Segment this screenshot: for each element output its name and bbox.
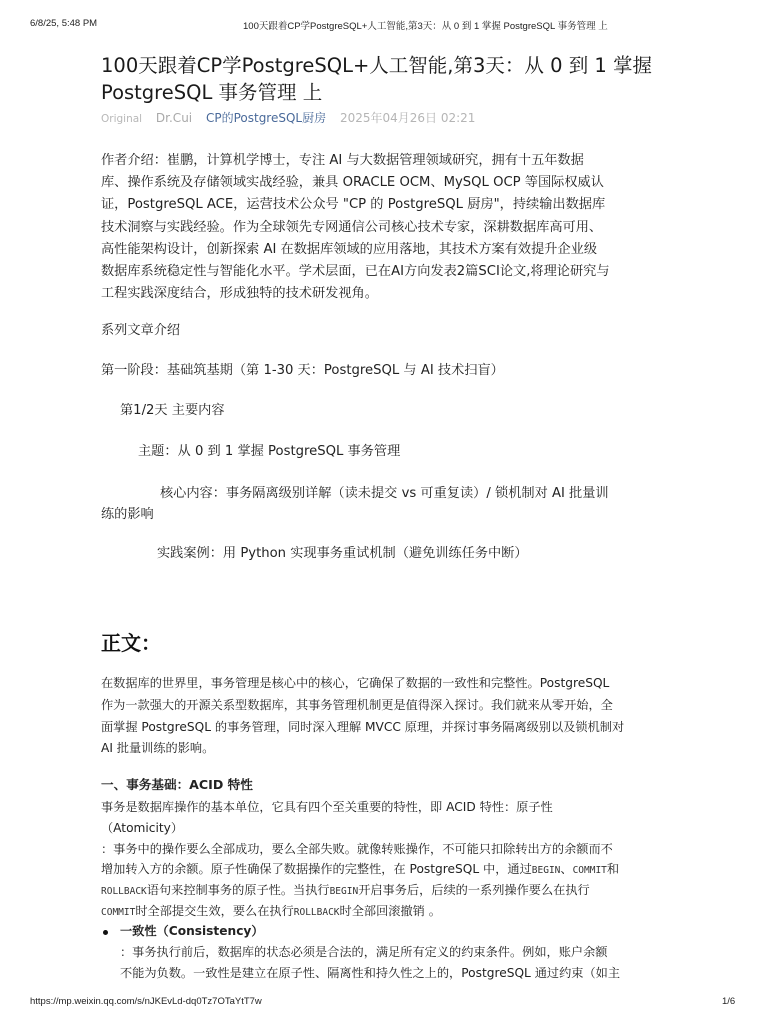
section-text: （Atomicity） [101,821,184,835]
day-line: 第1/2天 主要内容 [120,403,225,418]
code-keyword: ROLLBACK [101,886,147,897]
bio-line: 库、操作系统及存储领域实战经验，兼具 ORACLE OCM、MySQL OCP 等国际权威认 [101,175,604,191]
intro-line: 在数据库的世界里，事务管理是核心中的核心，它确保了数据的一致性和完整性。PostgreSQL [101,676,610,690]
author-link[interactable]: Dr.Cui [155,111,193,125]
print-doc-title: 100天跟着CP学PostgreSQL+人工智能,第3天：从 0 到 1 掌握 PostgreSQL 事务管理 上 [243,21,608,32]
conjunction: 和 [606,862,620,876]
article-meta [101,109,485,126]
bio-line: 数据库系统稳定性与智能化水平。学术层面，已在AI方向发表2篇SCI论文,将理论研究与 [101,264,610,280]
intro-line: 面掌握 PostgreSQL 的事务管理，同时深入理解 MVCC 原理，并探讨事务隔离级别以及锁机制对 [101,719,625,734]
main-heading: 正文： [101,631,161,655]
series-intro: 系列文章介绍 [101,323,181,338]
intro-line: AI 批量训练的影响。 [101,741,215,756]
bio-line: 技术洞察与实践经验。作为全球领先专网通信公司核心技术专家，深耕数据库高可用、 [101,219,603,235]
bio-line: 证，PostgreSQL ACE，运营技术公众号 "CP 的 PostgreSQL 厨房"，持续输出数据库 [101,197,606,213]
bullet-dot-icon [103,930,108,935]
section-text: 事务是数据库操作的基本单位，它具有四个至关重要的特性，即 ACID 特性：原子性 [101,800,553,814]
code-keyword: COMMIT [101,907,136,918]
print-page-number: 1/6 [722,996,736,1007]
atomicity-text: ：事务中的操作要么全部成功，要么全部失败。就像转账操作，不可能只扣除转出方的余额而不 [101,842,613,856]
publish-date: 2025年04月26日 02:21 [339,111,476,125]
consistency-heading: 一致性（Consistency） [120,924,264,938]
core-content-line: 核心内容：事务隔离级别详解（读未提交 vs 可重复读）/ 锁机制对 AI 批量训 [160,486,609,501]
code-keyword: BEGIN [531,865,561,876]
intro-line: 作为一款强大的开源关系型数据库，其事务管理机制更是值得深入探讨。我们就来从零开始，全 [101,697,613,712]
stage-one-line: 第一阶段：基础筑基期（第 1-30 天：PostgreSQL 与 AI 技术扫盲） [101,363,504,378]
original-tag: Original [101,113,143,125]
account-link[interactable]: CP的PostgreSQL厨房 [205,111,327,125]
bio-line: 工程实践深度结合，形成独特的技术研发视角。 [101,286,378,302]
atomicity-text-part: 增加转入方的余额。原子性确保了数据操作的完整性，在 PostgreSQL 中，通过 [101,862,532,876]
atomicity-text-part: 时全部回滚撤销 。 [339,904,441,918]
separator: 、 [560,862,573,876]
code-keyword: BEGIN [329,886,359,897]
practice-case-line: 实践案例：用 Python 实现事务重试机制（避免训练任务中断） [157,546,528,561]
consistency-text: ：事务执行前后，数据库的状态必须是合法的，满足所有定义的约束条件。例如，账户余额 [120,945,608,959]
code-keyword: COMMIT [572,865,607,876]
bio-line: 高性能架构设计，创新探索 AI 在数据库领域的应用落地，其技术方案有效提升企业级 [101,241,598,257]
author-bio [101,150,676,305]
topic-line: 主题：从 0 到 1 掌握 PostgreSQL 事务管理 [138,444,401,459]
atomicity-text-part: 时全部提交生效，要么在执行 [135,904,294,918]
bio-line: 作者介绍：崔鹏，计算机学博士，专注 AI 与大数据管理领域研究，拥有十五年数据 [101,153,584,168]
print-url: https://mp.weixin.qq.com/s/nJKEvLd-dq0Tz7OTaYtT7w [30,996,262,1007]
atomicity-text-part: 开启事务后，后续的一系列操作要么在执行 [358,883,590,897]
core-content-line-cont: 练的影响 [101,507,154,522]
code-keyword: ROLLBACK [293,907,340,918]
atomicity-text-part: 语句来控制事务的原子性。当执行 [146,883,330,897]
intro-paragraph [101,673,681,760]
atomicity-text [101,880,590,903]
section-heading-acid: 一、事务基础：ACID 特性 [101,777,253,792]
atomicity-text [101,859,619,882]
article-title: 100天跟着CP学PostgreSQL+人工智能,第3天：从 0 到 1 掌握 PostgreSQL 事务管理 上 [101,54,652,104]
print-datetime: 6/8/25, 5:48 PM [30,18,98,29]
consistency-text: 不能为负数。一致性是建立在原子性、隔离性和持久性之上的，PostgreSQL 通过约束（如主 [120,966,621,980]
